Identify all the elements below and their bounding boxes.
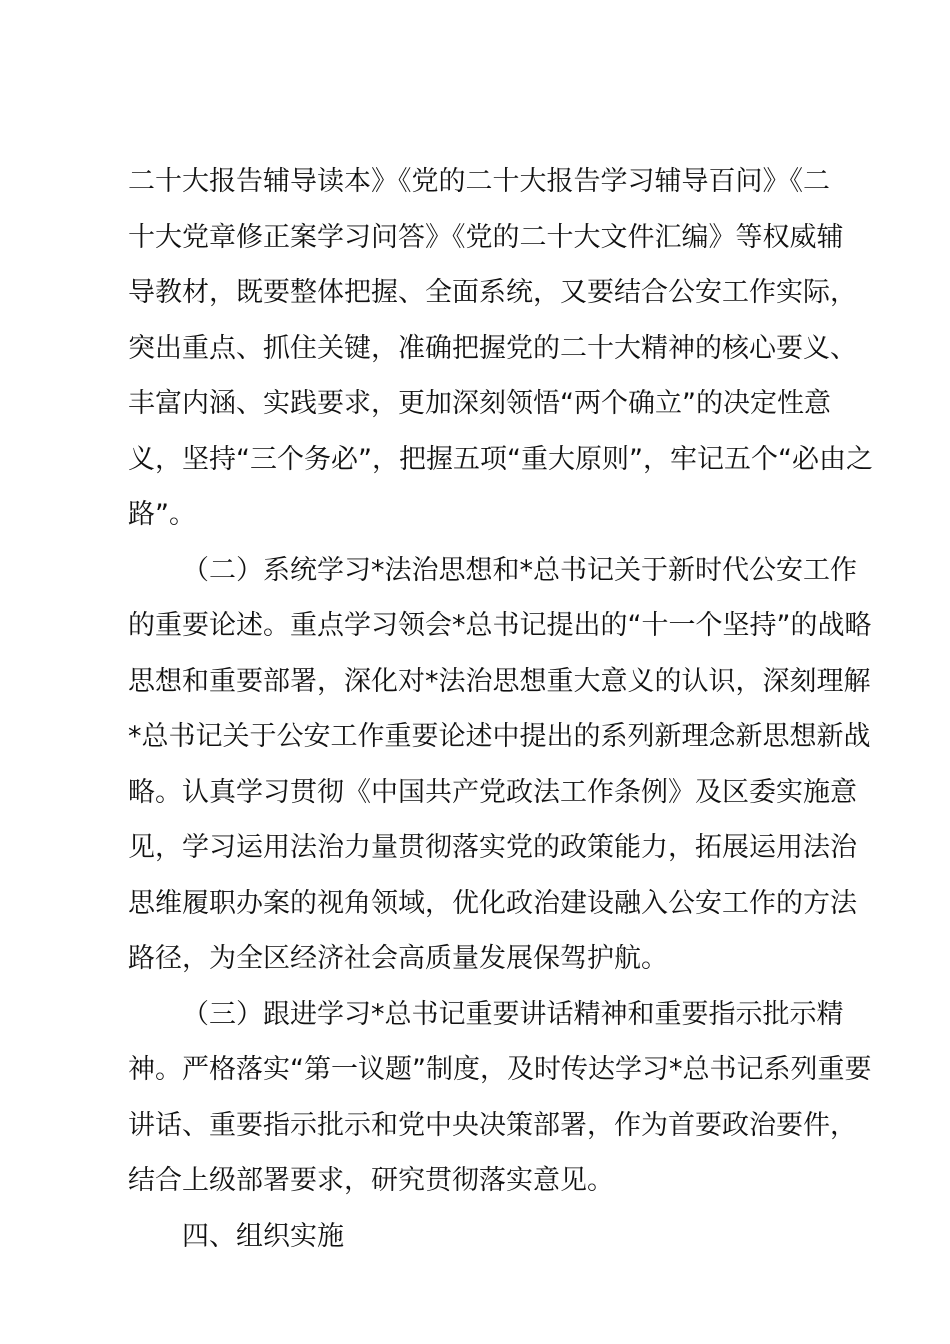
text-line: 路径，为全区经济社会高质量发展保驾护航。 bbox=[128, 943, 668, 974]
text-line: 丰富内涵、实践要求，更加深刻领悟“两个确立”的决定性意 bbox=[128, 388, 831, 419]
text-line: 见，学习运用法治力量贯彻落实党的政策能力，拓展运用法治 bbox=[128, 832, 857, 863]
text-line: *总书记关于公安工作重要论述中提出的系列新理念新思想新战 bbox=[128, 721, 871, 752]
section-heading-line: （二）系统学习*法治思想和*总书记关于新时代公安工作 bbox=[182, 554, 857, 586]
text-line: 导教材，既要整体把握、全面系统，又要结合公安工作实际， bbox=[128, 277, 857, 308]
text-line: 的重要论述。重点学习领会*总书记提出的“十一个坚持”的战略 bbox=[128, 610, 872, 641]
text-line: 义，坚持“三个务必”，把握五项“重大原则”，牢记五个“必由之 bbox=[128, 443, 873, 475]
text-line: 略。认真学习贯彻《中国共产党政法工作条例》及区委实施意 bbox=[128, 776, 857, 808]
text-line: 神。严格落实“第一议题”制度，及时传达学习*总书记系列重要 bbox=[128, 1054, 872, 1085]
text-line: 二十大报告辅导读本》《党的二十大报告学习辅导百问》《二 bbox=[128, 166, 830, 197]
section-heading-line: （三）跟进学习*总书记重要讲话精神和重要指示批示精 bbox=[182, 998, 844, 1030]
text-line: 思想和重要部署，深化对*法治思想重大意义的认识，深刻理解 bbox=[128, 665, 871, 697]
section-title: 四、组织实施 bbox=[182, 1220, 344, 1252]
document-body bbox=[128, 154, 873, 1264]
text-line: 思维履职办案的视角领域，优化政治建设融入公安工作的方法 bbox=[128, 887, 857, 919]
text-line: 十大党章修正案学习问答》《党的二十大文件汇编》等权威辅 bbox=[128, 221, 844, 253]
text-line: 路”。 bbox=[128, 499, 196, 530]
text-line: 讲话、重要指示批示和党中央决策部署，作为首要政治要件， bbox=[128, 1109, 857, 1141]
text-line: 突出重点、抓住关键，准确把握党的二十大精神的核心要义、 bbox=[128, 332, 857, 364]
text-line: 结合上级部署要求，研究贯彻落实意见。 bbox=[128, 1165, 614, 1196]
